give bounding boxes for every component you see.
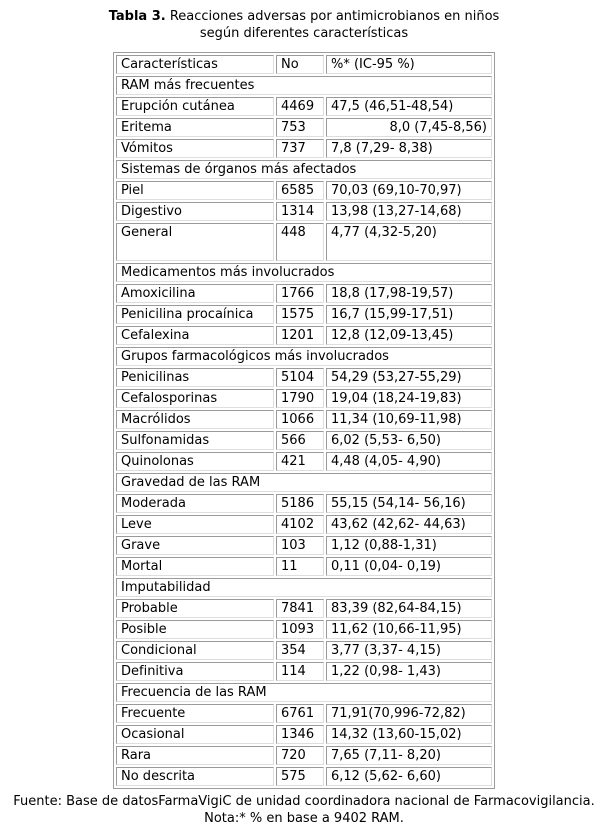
- count-cell: 1314: [276, 202, 324, 221]
- characteristic-cell: Grave: [116, 536, 274, 555]
- characteristic-cell: Penicilina procaínica: [116, 305, 274, 324]
- section-row: [116, 473, 492, 492]
- percent-ci-cell: 14,32 (13,60-15,02): [326, 725, 492, 744]
- count-cell: 720: [276, 746, 324, 765]
- table-row: [116, 536, 492, 555]
- percent-ci-cell: 12,8 (12,09-13,45): [326, 326, 492, 345]
- header-no: No: [276, 55, 324, 74]
- table-row: [116, 662, 492, 681]
- count-cell: 566: [276, 431, 324, 450]
- section-title-cell: Gravedad de las RAM: [116, 473, 492, 492]
- characteristic-cell: Definitiva: [116, 662, 274, 681]
- percent-ci-cell: 0,11 (0,04- 0,19): [326, 557, 492, 576]
- percent-ci-cell: 70,03 (69,10-70,97): [326, 181, 492, 200]
- characteristic-cell: Condicional: [116, 641, 274, 660]
- percent-ci-cell: 1,22 (0,98- 1,43): [326, 662, 492, 681]
- table-row: [116, 767, 492, 786]
- percent-ci-cell: 6,12 (5,62- 6,60): [326, 767, 492, 786]
- characteristic-cell: Piel: [116, 181, 274, 200]
- count-cell: 1201: [276, 326, 324, 345]
- count-cell: 354: [276, 641, 324, 660]
- count-cell: 753: [276, 118, 324, 137]
- section-row: [116, 578, 492, 597]
- count-cell: 1766: [276, 284, 324, 303]
- section-row: [116, 160, 492, 179]
- table-row: [116, 97, 492, 116]
- table-row: [116, 641, 492, 660]
- table-row: [116, 515, 492, 534]
- percent-ci-cell: 43,62 (42,62- 44,63): [326, 515, 492, 534]
- percent-ci-cell: 16,7 (15,99-17,51): [326, 305, 492, 324]
- table-row: [116, 704, 492, 723]
- table-row: [116, 326, 492, 345]
- section-title-cell: Frecuencia de las RAM: [116, 683, 492, 702]
- section-title-cell: RAM más frecuentes: [116, 76, 492, 95]
- section-row: [116, 347, 492, 366]
- table-row: [116, 599, 492, 618]
- characteristic-cell: Ocasional: [116, 725, 274, 744]
- count-cell: 1790: [276, 389, 324, 408]
- characteristic-cell: Vómitos: [116, 139, 274, 158]
- table-row: [116, 305, 492, 324]
- count-cell: 1575: [276, 305, 324, 324]
- header-caracteristicas: Características: [116, 55, 274, 74]
- characteristic-cell: Cefalosporinas: [116, 389, 274, 408]
- table-caption-line1: [0, 8, 608, 25]
- percent-ci-cell: 54,29 (53,27-55,29): [326, 368, 492, 387]
- table-caption-label: Tabla 3.: [108, 9, 166, 24]
- characteristic-cell: General: [116, 223, 274, 261]
- percent-ci-cell: 1,12 (0,88-1,31): [326, 536, 492, 555]
- percent-ci-cell: 7,65 (7,11- 8,20): [326, 746, 492, 765]
- table-row: [116, 223, 492, 261]
- percent-ci-cell: 4,48 (4,05- 4,90): [326, 452, 492, 471]
- percent-ci-cell: 18,8 (17,98-19,57): [326, 284, 492, 303]
- count-cell: 6761: [276, 704, 324, 723]
- section-row: [116, 683, 492, 702]
- percentage-note: Nota:* % en base a 9402 RAM.: [204, 811, 404, 826]
- count-cell: 5186: [276, 494, 324, 513]
- characteristic-cell: Mortal: [116, 557, 274, 576]
- table-row: [116, 746, 492, 765]
- percent-ci-cell: 55,15 (54,14- 56,16): [326, 494, 492, 513]
- count-cell: 575: [276, 767, 324, 786]
- section-title-cell: Imputabilidad: [116, 578, 492, 597]
- percent-ci-cell: 4,77 (4,32-5,20): [326, 223, 492, 261]
- header-row: [116, 55, 492, 74]
- count-cell: 6585: [276, 181, 324, 200]
- source-note: Fuente: Base de datosFarmaVigiC de unidad coordinadora nacional de Farmacovigilancia.: [13, 794, 595, 809]
- characteristic-cell: Frecuente: [116, 704, 274, 723]
- characteristic-cell: Leve: [116, 515, 274, 534]
- percent-ci-cell: 11,62 (10,66-11,95): [326, 620, 492, 639]
- table-row: [116, 620, 492, 639]
- table-row: [116, 431, 492, 450]
- characteristic-cell: Macrólidos: [116, 410, 274, 429]
- count-cell: 7841: [276, 599, 324, 618]
- table-caption-text: Reacciones adversas por antimicrobianos en niños: [165, 9, 500, 24]
- table-row: [116, 181, 492, 200]
- count-cell: 4102: [276, 515, 324, 534]
- header-pct-ic: %* (IC-95 %): [326, 55, 492, 74]
- percent-ci-cell: 47,5 (46,51-48,54): [326, 97, 492, 116]
- count-cell: 11: [276, 557, 324, 576]
- table-row: [116, 557, 492, 576]
- count-cell: 114: [276, 662, 324, 681]
- section-row: [116, 76, 492, 95]
- count-cell: 4469: [276, 97, 324, 116]
- table-body: [116, 76, 492, 786]
- count-cell: 448: [276, 223, 324, 261]
- table-row: [116, 368, 492, 387]
- table-caption-line2: según diferentes características: [199, 26, 409, 41]
- table-caption: [0, 8, 608, 42]
- section-title-cell: Sistemas de órganos más afectados: [116, 160, 492, 179]
- section-title-cell: Grupos farmacológicos más involucrados: [116, 347, 492, 366]
- adverse-reactions-table: [113, 52, 495, 789]
- percent-ci-cell: 3,77 (3,37- 4,15): [326, 641, 492, 660]
- percent-ci-cell: 8,0 (7,45-8,56): [326, 118, 492, 137]
- count-cell: 103: [276, 536, 324, 555]
- percent-ci-cell: 19,04 (18,24-19,83): [326, 389, 492, 408]
- table-row: [116, 494, 492, 513]
- percent-ci-cell: 71,91(70,996-72,82): [326, 704, 492, 723]
- characteristic-cell: Cefalexina: [116, 326, 274, 345]
- percent-ci-cell: 6,02 (5,53- 6,50): [326, 431, 492, 450]
- count-cell: 5104: [276, 368, 324, 387]
- count-cell: 1093: [276, 620, 324, 639]
- table-row: [116, 725, 492, 744]
- section-title-cell: Medicamentos más involucrados: [116, 263, 492, 282]
- count-cell: 737: [276, 139, 324, 158]
- characteristic-cell: Moderada: [116, 494, 274, 513]
- characteristic-cell: Eritema: [116, 118, 274, 137]
- count-cell: 1346: [276, 725, 324, 744]
- percent-ci-cell: 11,34 (10,69-11,98): [326, 410, 492, 429]
- percent-ci-cell: 7,8 (7,29- 8,38): [326, 139, 492, 158]
- table-row: [116, 139, 492, 158]
- table-row: [116, 389, 492, 408]
- characteristic-cell: Amoxicilina: [116, 284, 274, 303]
- table-row: [116, 118, 492, 137]
- characteristic-cell: Rara: [116, 746, 274, 765]
- characteristic-cell: Posible: [116, 620, 274, 639]
- table-row: [116, 202, 492, 221]
- count-cell: 1066: [276, 410, 324, 429]
- table-row: [116, 410, 492, 429]
- section-row: [116, 263, 492, 282]
- table-footnotes: [0, 793, 608, 827]
- count-cell: 421: [276, 452, 324, 471]
- characteristic-cell: No descrita: [116, 767, 274, 786]
- characteristic-cell: Digestivo: [116, 202, 274, 221]
- characteristic-cell: Erupción cutánea: [116, 97, 274, 116]
- percent-ci-cell: 83,39 (82,64-84,15): [326, 599, 492, 618]
- characteristic-cell: Quinolonas: [116, 452, 274, 471]
- characteristic-cell: Probable: [116, 599, 274, 618]
- table-row: [116, 284, 492, 303]
- characteristic-cell: Penicilinas: [116, 368, 274, 387]
- table-row: [116, 452, 492, 471]
- characteristic-cell: Sulfonamidas: [116, 431, 274, 450]
- percent-ci-cell: 13,98 (13,27-14,68): [326, 202, 492, 221]
